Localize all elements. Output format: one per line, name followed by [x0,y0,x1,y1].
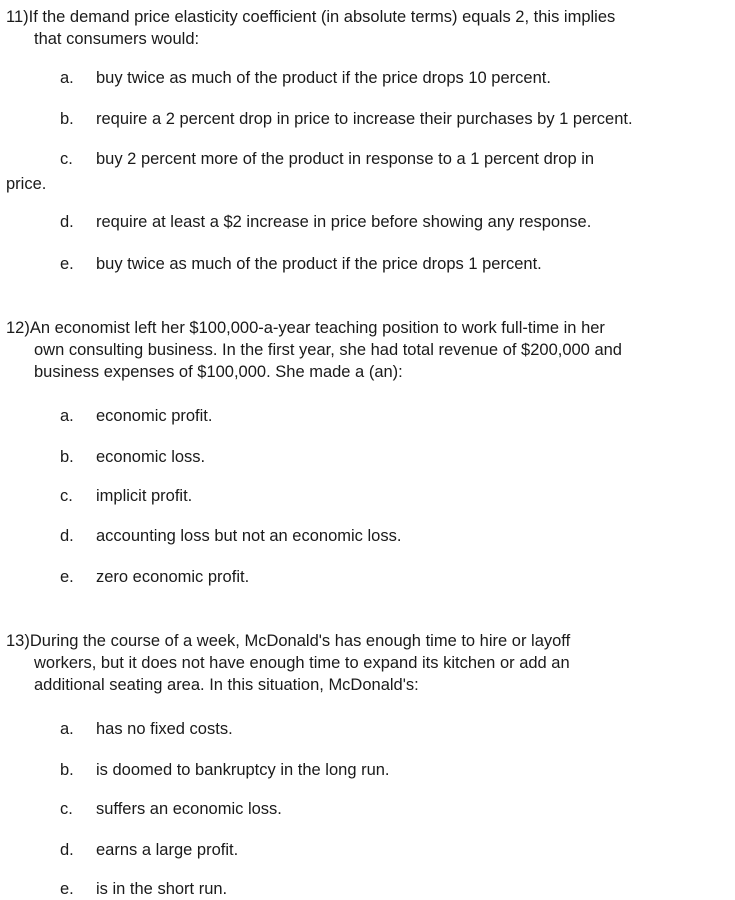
option-11c-wrap: price. [6,175,47,193]
option-12e [60,566,249,588]
option-letter: b. [60,110,74,128]
option-text: has no fixed costs. [96,720,233,738]
question-text-line: If the demand price elasticity coefficient (in absolute terms) equals 2, this implies [28,8,616,26]
option-text: economic loss. [96,448,206,466]
option-letter: d. [60,527,74,545]
option-12b [60,446,205,468]
question-12-stem [6,317,716,383]
question-text-line: During the course of a week, McDonald's has enough time to hire or layoff [29,632,571,650]
option-letter: c. [60,800,73,818]
option-text: implicit profit. [96,487,193,505]
option-letter: d. [60,213,74,231]
question-text-line: own consulting business. In the first year, she had total revenue of $200,000 and [34,341,622,359]
option-text: require at least a $2 increase in price before showing any response. [96,213,592,231]
question-text-line: that consumers would: [34,30,200,48]
option-11a [60,67,551,89]
option-13e [60,878,227,900]
option-letter: a. [60,69,74,87]
question-number: 11) [6,8,29,26]
option-letter: e. [60,880,74,898]
option-letter: d. [60,841,74,859]
question-number: 13) [6,632,30,650]
option-text: is in the short run. [96,880,228,898]
option-13d [60,839,238,861]
option-letter: c. [60,487,73,505]
option-text: buy 2 percent more of the product in response to a 1 percent drop in [96,150,595,168]
option-11b [60,108,633,130]
option-11d [60,211,591,233]
option-letter: a. [60,407,74,425]
question-13-stem [6,630,716,696]
option-13b [60,759,390,781]
option-text: zero economic profit. [96,568,250,586]
option-text: buy twice as much of the product if the price drops 1 percent. [96,255,542,273]
option-letter: c. [60,150,73,168]
option-11c [60,148,594,170]
option-letter: b. [60,761,74,779]
option-letter: b. [60,448,74,466]
option-text: suffers an economic loss. [96,800,282,818]
option-text: is doomed to bankruptcy in the long run. [96,761,390,779]
option-13c [60,798,282,820]
option-12c [60,485,192,507]
option-text: economic profit. [96,407,213,425]
question-text-line: additional seating area. In this situation, McDonald's: [34,676,419,694]
question-text-line: An economist left her $100,000-a-year teaching position to work full-time in her [29,319,605,337]
option-text: require a 2 percent drop in price to increase their purchases by 1 percent. [96,110,633,128]
option-text: accounting loss but not an economic loss. [96,527,402,545]
option-13a [60,718,233,740]
option-11e [60,253,542,275]
option-letter: e. [60,255,74,273]
option-letter: a. [60,720,74,738]
option-12d [60,525,401,547]
option-letter: e. [60,568,74,586]
question-number: 12) [6,319,30,337]
option-12a [60,405,212,427]
question-text-line: business expenses of $100,000. She made a (an): [34,363,403,381]
option-text: buy twice as much of the product if the price drops 10 percent. [96,69,551,87]
option-text: earns a large profit. [96,841,239,859]
question-11-stem [6,6,716,50]
question-text-line: workers, but it does not have enough time to expand its kitchen or add an [34,654,570,672]
